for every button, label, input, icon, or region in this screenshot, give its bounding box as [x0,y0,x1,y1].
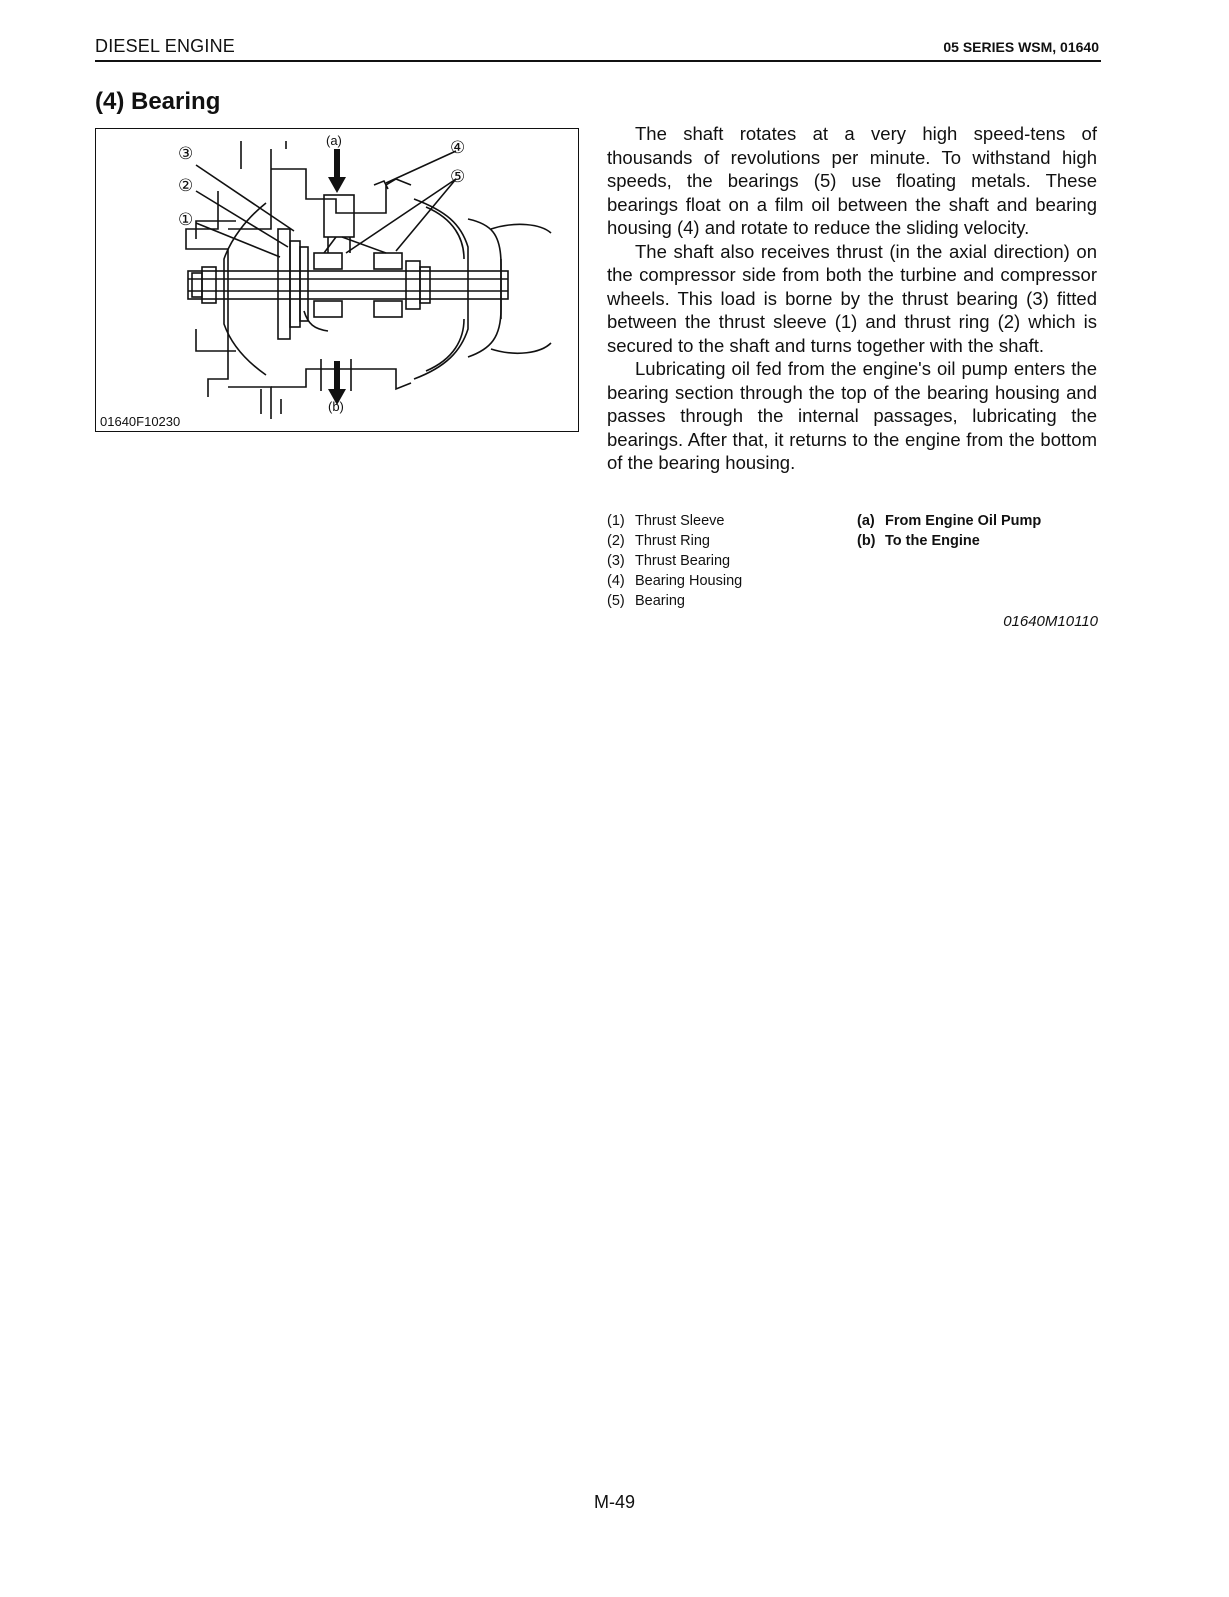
parts-list [607,511,847,611]
callout-5: ⑤ [450,167,466,187]
legend-item: (a) From Engine Oil Pump [857,513,1042,529]
legend-item: (3) Thrust Bearing [607,553,731,569]
page-header [95,36,1101,62]
section-title: (4) Bearing [95,88,221,115]
header-manual-id: 05 SERIES WSM, 01640 [943,39,1099,55]
figure-code: 01640F10230 [100,414,181,429]
paragraph-lubrication: Lubricating oil fed from the engine's oil pump enters the bearing section through the top of the bearing housing and passes through the internal passages, lubricating the bearings. After that, it returns to the engine from the bottom of the bearing housing. [607,358,1097,473]
legend-item: (5) Bearing [607,593,685,609]
flow-label-b: (b) [328,399,344,414]
header-section-name: DIESEL ENGINE [95,36,235,56]
callout-2: ② [178,176,194,196]
paragraph-bearings: The shaft rotates at a very high speed-tens of thousands of revolutions per minute. To withstand high speeds, the bearings (5) use floating metals. These bearings float on a film oil between the shaft and bearing housing (4) and rotate to reduce the sliding velocity. [607,123,1097,238]
callout-3: ③ [178,144,194,164]
paragraph-thrust: The shaft also receives thrust (in the axial direction) on the compressor side from both the turbine and compressor wheels. This load is borne by the thrust bearing (3) fitted between the thrust sleeve (1) and thrust ring (2) which is secured to the shaft and turns together with the shaft. [607,240,1097,356]
legend-item: (2) Thrust Ring [607,533,710,549]
legend-item: (1) Thrust Sleeve [607,513,725,529]
flow-list [857,511,1097,551]
body-text [607,122,1097,475]
legend-item: (b) To the Engine [857,533,980,549]
reference-code: 01640M10110 [1003,613,1098,630]
callout-4: ④ [450,138,466,158]
callout-1: ① [178,210,194,230]
page-number: M-49 [593,1492,635,1512]
turbocharger-bearing-cross-section [96,129,579,432]
bearing-diagram [95,128,579,432]
flow-label-a: (a) [326,133,342,148]
legend-item: (4) Bearing Housing [607,573,743,589]
